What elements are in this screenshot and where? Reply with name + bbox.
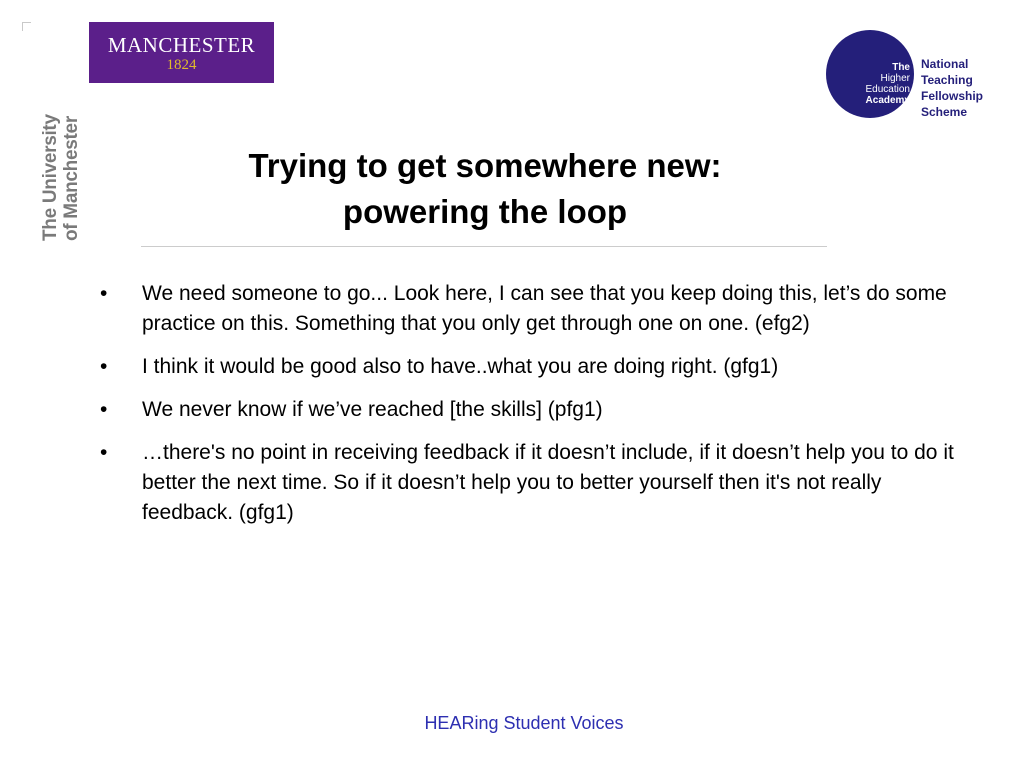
slide-title-line2: powering the loop (342, 193, 628, 230)
hea-circle (826, 30, 914, 118)
bullet-item (100, 279, 960, 339)
bullet-text: …there's no point in receiving feedback if it doesn’t include, if it doesn’t help you to do it better the next time. So if it doesn’t help you to better yourself then it's not really feedback. (gfg1) (142, 441, 954, 524)
bullet-marker: • (100, 355, 108, 378)
hea-circle-line1: The (892, 62, 910, 73)
ntfs-text (921, 56, 983, 120)
ntfs-line1: National (921, 57, 969, 71)
hea-circle-line4: Academy (865, 95, 910, 106)
hea-circle-line2: Higher (880, 73, 910, 84)
university-logo-line1: The University (40, 114, 61, 241)
bullet-item (100, 395, 960, 425)
title-divider (141, 246, 827, 247)
slide-title-line1: Trying to get somewhere new: (248, 147, 722, 184)
manchester-logo-name: MANCHESTER (107, 33, 256, 57)
manchester-logo-year: 1824 (166, 57, 197, 73)
bullet-marker: • (100, 398, 108, 421)
bullet-text: We need someone to go... Look here, I can see that you keep doing this, let’s do some practice on this. Something that you only get through one on one. (efg2) (142, 282, 947, 335)
ntfs-line4: Scheme (921, 105, 968, 119)
bullet-text: I think it would be good also to have..what you are doing right. (gfg1) (142, 355, 779, 378)
corner-mark (22, 22, 31, 31)
slide-title (140, 143, 830, 235)
bullet-list (100, 279, 960, 541)
ntfs-line2: Teaching (921, 73, 973, 87)
bullet-item (100, 438, 960, 528)
university-logo-line2: of Manchester (61, 116, 82, 241)
manchester-1824-logo (89, 22, 274, 83)
bullet-text: We never know if we’ve reached [the skills] (pfg1) (142, 398, 603, 421)
university-of-manchester-logo (40, 89, 86, 241)
footer-text: HEARing Student Voices (424, 713, 624, 733)
ntfs-line3: Fellowship (921, 89, 984, 103)
bullet-marker: • (100, 441, 108, 464)
hea-ntfs-logo (826, 30, 996, 120)
hea-circle-line3: Education (865, 84, 910, 95)
bullet-item (100, 352, 960, 382)
bullet-marker: • (100, 282, 108, 305)
